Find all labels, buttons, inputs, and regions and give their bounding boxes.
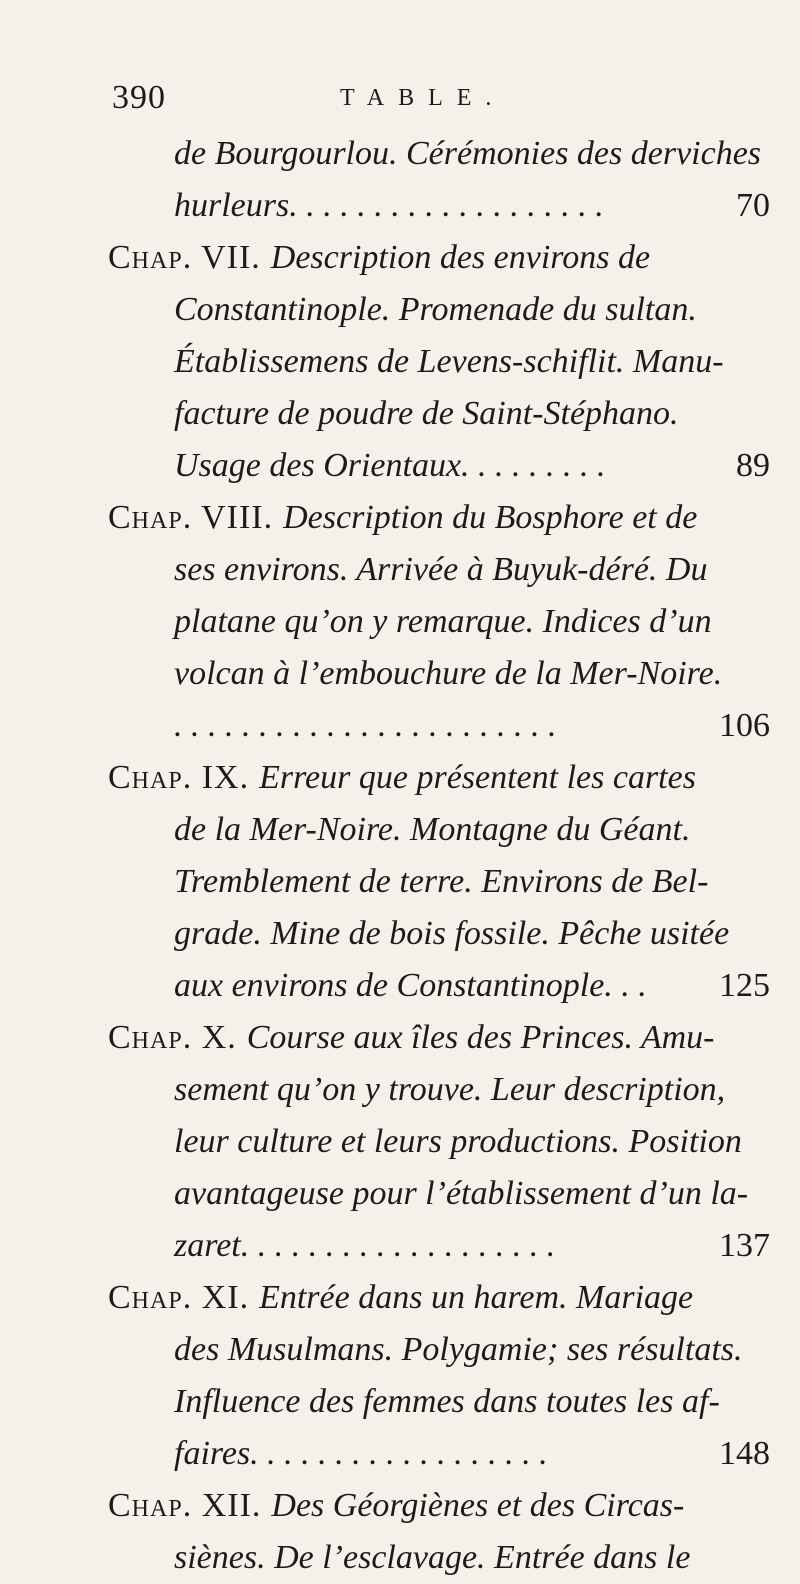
toc-text: faires. . . . . . . . . . . . . . . . . . <box>174 1435 548 1472</box>
toc-text: platane qu’on y remarque. Indices d’un <box>174 603 712 640</box>
toc-line <box>140 960 770 1012</box>
toc-text: ses environs. Arrivée à Buyuk-déré. Du <box>174 551 708 588</box>
toc-text: Influence des femmes dans toutes les af- <box>174 1383 720 1420</box>
toc-text: Description des environs de <box>270 239 651 276</box>
toc-line <box>140 804 770 856</box>
toc-line <box>140 1324 770 1376</box>
chapter-label: Chap. VIII. <box>108 499 274 536</box>
chapter-label: Chap. IX. <box>108 759 250 796</box>
toc-line <box>140 1220 770 1272</box>
chapter-label: Chap. X. <box>108 1019 237 1056</box>
toc-text: . . . . . . . . . . . . . . . . . . . . . . . <box>174 707 557 744</box>
toc-text: siènes. De l’esclavage. Entrée dans le <box>174 1539 691 1576</box>
chapter-line <box>108 1012 770 1064</box>
toc-line <box>140 284 770 336</box>
toc-line <box>140 180 770 232</box>
page-reference: 125 <box>719 967 770 1004</box>
toc-text: Usage des Orientaux. . . . . . . . . <box>174 447 606 484</box>
toc-text: Établissemens de Levens-schiflit. Manu- <box>174 343 724 380</box>
toc-line <box>140 648 770 700</box>
page-reference: 148 <box>719 1435 770 1472</box>
toc-line <box>140 440 770 492</box>
chapter-line <box>108 492 770 544</box>
toc-text: leur culture et leurs productions. Position <box>174 1123 742 1160</box>
toc-text: de Bourgourlou. Cérémonies des derviches <box>174 135 762 172</box>
toc-text: sement qu’on y trouve. Leur description, <box>174 1071 726 1108</box>
toc-text: des Musulmans. Polygamie; ses résultats. <box>174 1331 743 1368</box>
page-reference: 137 <box>719 1227 770 1264</box>
toc-text: hurleurs. . . . . . . . . . . . . . . . . . . <box>174 187 604 224</box>
running-title: TABLE. <box>340 85 506 111</box>
toc-text: Course aux îles des Princes. Amu- <box>246 1019 715 1056</box>
toc-text: de la Mer-Noire. Montagne du Géant. <box>174 811 691 848</box>
toc-text: Entrée dans un harem. Mariage <box>259 1279 694 1316</box>
page-reference: 89 <box>736 447 770 484</box>
toc-text: avantageuse pour l’établissement d’un la- <box>174 1175 749 1212</box>
toc-text: Des Géorgiènes et des Circas- <box>271 1487 685 1524</box>
toc-line <box>140 1532 770 1584</box>
toc-line <box>140 128 770 180</box>
toc-line <box>140 1064 770 1116</box>
toc-text: Tremblement de terre. Environs de Bel- <box>174 863 709 900</box>
page-header <box>112 76 752 120</box>
toc-line <box>140 596 770 648</box>
chapter-label: Chap. XI. <box>108 1279 250 1316</box>
toc-line <box>140 856 770 908</box>
toc-text: facture de poudre de Saint-Stéphano. <box>174 395 679 432</box>
toc-text: Constantinople. Promenade du sultan. <box>174 291 697 328</box>
toc-text: Description du Bosphore et de <box>283 499 698 536</box>
page-number: 390 <box>112 79 166 116</box>
page-reference: 106 <box>719 707 770 744</box>
toc-line <box>140 336 770 388</box>
toc-text: zaret. . . . . . . . . . . . . . . . . . . <box>174 1227 556 1264</box>
toc-text: volcan à l’embouchure de la Mer-Noire. <box>174 655 723 692</box>
chapter-line <box>108 232 770 284</box>
toc-text: aux environs de Constantinople. . . <box>174 967 647 1004</box>
chapter-label: Chap. VII. <box>108 239 261 276</box>
chapter-line <box>108 1480 770 1532</box>
toc-line <box>140 1376 770 1428</box>
toc-line <box>140 908 770 960</box>
toc-line <box>140 1116 770 1168</box>
toc-text: grade. Mine de bois fossile. Pêche usitée <box>174 915 730 952</box>
toc-line <box>140 544 770 596</box>
chapter-line <box>108 752 770 804</box>
toc-line <box>140 1428 770 1480</box>
toc-line <box>140 388 770 440</box>
chapter-label: Chap. XII. <box>108 1487 262 1524</box>
chapter-line <box>108 1272 770 1324</box>
toc-text: Erreur que présentent les cartes <box>259 759 696 796</box>
toc-line <box>140 700 770 752</box>
page-reference: 70 <box>736 187 770 224</box>
toc-line <box>140 1168 770 1220</box>
table-of-contents <box>108 128 770 1584</box>
